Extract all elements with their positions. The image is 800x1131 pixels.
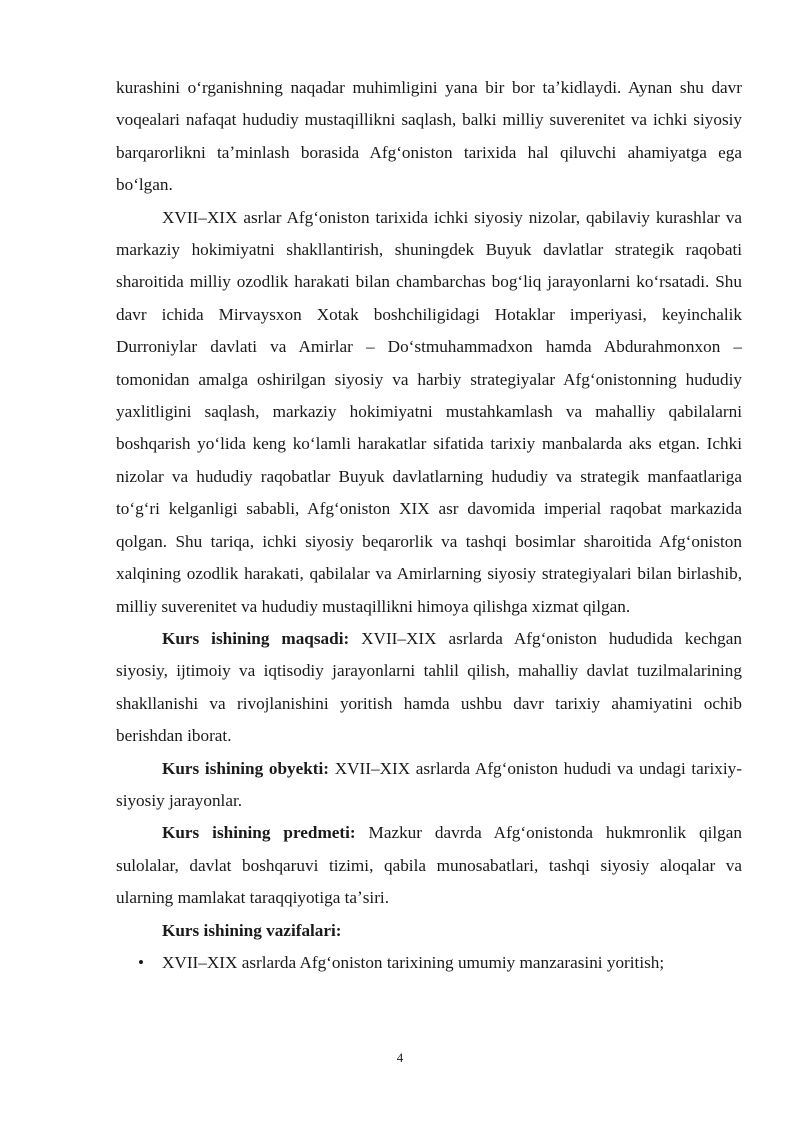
paragraph-course-subject	[116, 817, 742, 914]
document-body	[116, 72, 742, 979]
course-tasks-list	[116, 947, 742, 979]
paragraph-continuation: kurashini oʻrganishning naqadar muhimligini yana bir bor taʼkidlaydi. Aynan shu davr voqealari nafaqat hududiy mustaqillikni saqlash, balki milliy suverenitet va ichki siyosiy barqarorlikni taʼminlash borasida Afgʻoniston tarixida hal qiluvchi ahamiyatga ega boʻlgan.	[116, 78, 742, 195]
bullet-icon: •	[138, 952, 145, 972]
course-subject-label: Kurs ishining predmeti:	[162, 823, 356, 843]
paragraph-historical-overview: XVII–XIX asrlar Afgʻoniston tarixida ichki siyosiy nizolar, qabilaviy kurashlar va markaziy hokimiyatni shakllantirish, shuningdek Buyuk davlatlar strategik raqobati sharoitida milliy ozodlik harakati bilan chambarchas bogʻliq jarayonlarni koʻrsatadi. Shu davr ichida Mirvaysxon Xotak boshchiligidagi Hotaklar imperiyasi, keyinchalik Durroniylar davlati va Amirlar – Doʻstmuhammadxon hamda Abdurahmonxon – tomonidan amalga oshirilgan siyosiy va harbiy strategiyalar Afgʻonistonning hududiy yaxlitligini saqlash, markaziy hokimiyatni mustahkamlash va mahalliy qabilalarni boshqarish yoʻlida keng koʻlamli harakatlar sifatida tarixiy manbalarda aks etgan. Ichki nizolar va hududiy raqobatlar Buyuk davlatlarning hududiy va strategik manfaatlariga toʻgʻri kelganligi sababli, Afgʻoniston XIX asr davomida imperial raqobat markazida qolgan. Shu tariqa, ichki siyosiy beqarorlik va tashqi bosimlar sharoitida Afgʻoniston xalqining ozodlik harakati, qabilalar va Amirlarning siyosiy strategiyalari bilan birlashib, milliy suverenitet va hududiy mustaqillikni himoya qilishga xizmat qilgan.	[116, 207, 742, 616]
course-object-label: Kurs ishining obyekti:	[162, 758, 330, 778]
course-goal-text: XVII–XIX asrlarda Afgʻoniston hududida kechgan siyosiy, ijtimoiy va iqtisodiy jarayonlarni tahlil qilish, mahalliy davlat tuzilmalarining shakllanishi va rivojlanishini yoritish hamda ushbu davr tarixiy ahamiyatini ochib berishdan iborat.	[116, 628, 742, 746]
page-number: 4	[396, 1050, 404, 1065]
course-subject-text: Mazkur davrda Afgʻonistonda hukmronlik qilgan sulolalar, davlat boshqaruvi tizimi, qabila munosabatlari, tashqi siyosiy aloqalar va ularning mamlakat taraqqiyotiga taʼsiri.	[116, 823, 742, 908]
course-tasks-heading: Kurs ishining vazifalari:	[162, 920, 342, 940]
paragraph-course-object	[116, 753, 742, 818]
list-item	[116, 947, 742, 979]
course-object-text: XVII–XIX asrlarda Afgʻoniston hududi va undagi tarixiy-siyosiy jarayonlar.	[116, 758, 742, 810]
course-goal-label: Kurs ishining maqsadi:	[162, 628, 350, 648]
list-item-text: XVII–XIX asrlarda Afgʻoniston tarixining umumiy manzarasini yoritish;	[162, 952, 665, 972]
paragraph-course-goal	[116, 623, 742, 753]
